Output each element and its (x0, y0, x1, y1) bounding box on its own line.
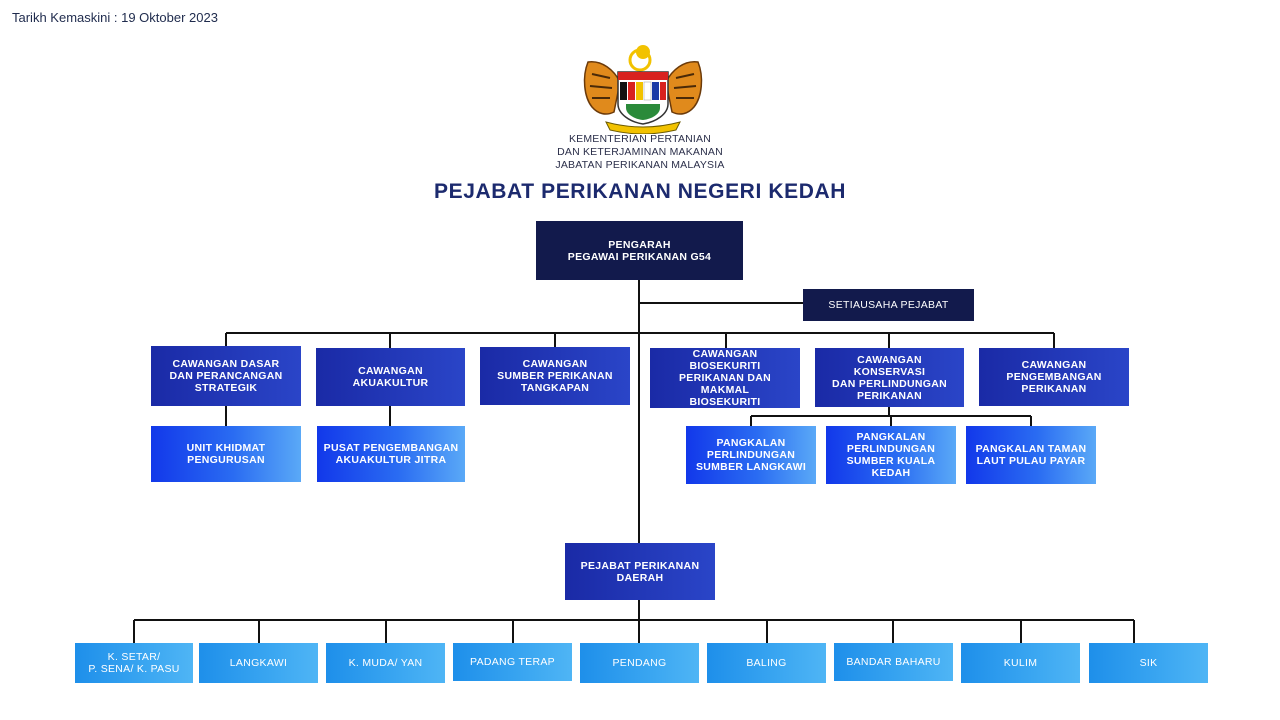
branch-line: DAN PERLINDUNGAN (831, 377, 948, 390)
branch-line: CAWANGAN (1021, 359, 1087, 371)
branch-box-aquaculture (316, 348, 465, 406)
ministry-line: JABATAN PERIKANAN MALAYSIA (555, 159, 725, 171)
unit-box-management (151, 426, 301, 482)
unit-line: AKUAKULTUR JITRA (335, 454, 447, 466)
secretary-label: SETIAUSAHA PEJABAT (828, 299, 949, 311)
branch-line: CAWANGAN DASAR (172, 358, 280, 370)
branch-line: BIOSEKURITI (689, 396, 761, 408)
branch-line: CAWANGAN (522, 358, 588, 370)
district-box-sik (1089, 643, 1208, 683)
unit-line: PERLINDUNGAN (706, 449, 796, 461)
branch-line: PERIKANAN (856, 389, 923, 402)
branch-line: SUMBER PERIKANAN (497, 370, 613, 382)
district-line: BANDAR BAHARU (846, 656, 941, 668)
district-box-bandar-baharu (834, 643, 953, 681)
secretary-box (803, 289, 974, 321)
district-office-box (565, 543, 715, 600)
director-title: PENGARAH (608, 238, 671, 251)
ministry-line: KEMENTERIAN PERTANIAN (568, 133, 712, 145)
branch-line: TANGKAPAN (520, 382, 590, 394)
unit-line: KEDAH (871, 467, 911, 479)
unit-line: PUSAT PENGEMBANGAN (323, 442, 459, 454)
branch-line: DAN PERANCANGAN (169, 370, 283, 382)
district-line: LANGKAWI (229, 657, 288, 669)
branch-line: PERIKANAN DAN MAKMAL (679, 372, 771, 396)
unit-line: PERLINDUNGAN (846, 443, 936, 455)
unit-line: PENGURUSAN (187, 454, 265, 466)
district-box-kulim (961, 643, 1080, 683)
branch-line: CAWANGAN KONSERVASI (853, 353, 926, 378)
branch-line: AKUAKULTUR (352, 377, 429, 389)
unit-box-langkawi-base (686, 426, 816, 484)
branch-box-conservation (815, 348, 964, 407)
unit-line: PANGKALAN (856, 431, 926, 443)
district-box-baling (707, 643, 826, 683)
unit-line: UNIT KHIDMAT (186, 442, 266, 454)
unit-box-pulau-payar-base (966, 426, 1096, 484)
branch-line: PENGEMBANGAN (1006, 371, 1102, 383)
district-box-k-setar (75, 643, 193, 683)
director-grade: PEGAWAI PERIKANAN G54 (567, 250, 712, 263)
ministry-line: DAN KETERJAMINAN MAKANAN (557, 146, 723, 158)
district-line: KULIM (1003, 657, 1038, 669)
district-line: PADANG TERAP (470, 656, 555, 668)
unit-line: PANGKALAN (716, 437, 786, 449)
unit-line: SUMBER KUALA (846, 455, 936, 467)
page-title: PEJABAT PERIKANAN NEGERI KEDAH (434, 180, 846, 203)
district-line: K. SETAR/ (107, 651, 161, 663)
district-box-padang-terap (453, 643, 572, 681)
branch-box-policy-planning (151, 346, 301, 406)
district-office-line: DAERAH (616, 571, 664, 584)
unit-line: SUMBER LANGKAWI (695, 461, 807, 473)
unit-box-kuala-kedah-base (826, 426, 956, 484)
unit-box-jitra-aquaculture (317, 426, 465, 482)
district-line: SIK (1139, 657, 1158, 669)
district-line: PENDANG (612, 657, 667, 669)
district-line: K. MUDA/ YAN (348, 657, 423, 669)
unit-line: PANGKALAN TAMAN (975, 443, 1087, 455)
district-box-pendang (580, 643, 699, 683)
last-updated-label: Tarikh Kemaskini : 19 Oktober 2023 (12, 10, 218, 25)
district-line: BALING (746, 657, 787, 669)
district-box-langkawi (199, 643, 318, 683)
branch-line: PERIKANAN (1021, 383, 1087, 395)
branch-box-biosecurity (650, 348, 800, 408)
branch-box-capture-fisheries (480, 347, 630, 405)
branch-line: STRATEGIK (194, 382, 258, 394)
branch-line: CAWANGAN (358, 365, 423, 377)
branch-box-extension (979, 348, 1129, 406)
branch-line: CAWANGAN BIOSEKURITI (689, 348, 761, 372)
unit-line: LAUT PULAU PAYAR (976, 455, 1086, 467)
district-line: P. SENA/ K. PASU (88, 663, 180, 675)
district-office-line: PEJABAT PERIKANAN (580, 559, 700, 572)
district-box-k-muda-yan (326, 643, 445, 683)
director-box (536, 221, 743, 280)
